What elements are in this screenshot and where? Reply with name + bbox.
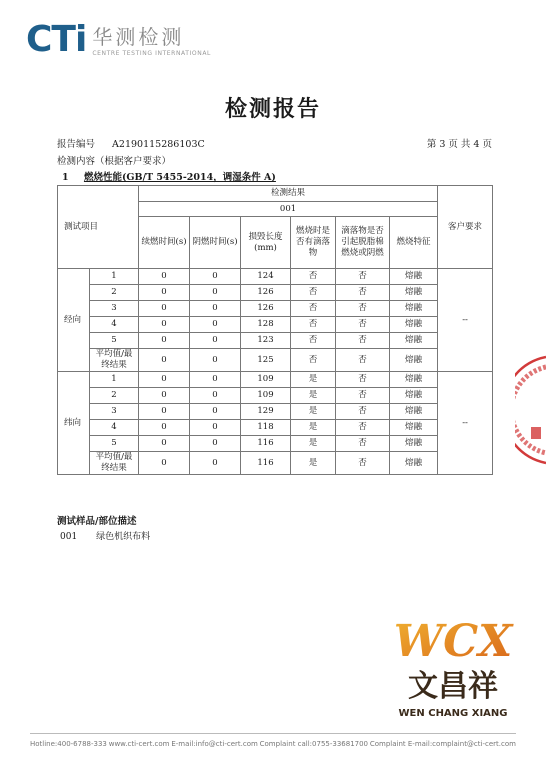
direction-label: 纬向 <box>58 372 90 475</box>
results-header: 检测结果 <box>139 186 438 202</box>
result-cell: 否 <box>336 333 390 349</box>
result-cell: 0 <box>139 333 190 349</box>
specimen-label: 3 <box>90 301 139 317</box>
specimen-label: 平均值/最终结果 <box>90 452 139 475</box>
specimen-label: 5 <box>90 333 139 349</box>
table-row <box>58 301 493 317</box>
specimen-label: 4 <box>90 420 139 436</box>
specimen-label: 1 <box>90 372 139 388</box>
result-cell: 熔融 <box>390 452 438 475</box>
specimen-label: 2 <box>90 388 139 404</box>
report-number: A2190115286103C <box>112 139 205 150</box>
result-cell: 0 <box>190 372 241 388</box>
result-cell: 是 <box>291 404 336 420</box>
result-cell: 0 <box>190 452 241 475</box>
result-cell: 熔融 <box>390 349 438 372</box>
sample-description-heading: 测试样品/部位描述 <box>57 516 137 527</box>
result-cell: 0 <box>139 285 190 301</box>
result-cell: 熔融 <box>390 420 438 436</box>
result-cell: 熔融 <box>390 436 438 452</box>
result-cell: 否 <box>336 388 390 404</box>
wcx-english-name: WEN CHANG XIANG <box>398 708 508 719</box>
customer-requirement-cell: -- <box>438 372 493 475</box>
column-header: 阴燃时间(s) <box>190 217 241 269</box>
result-cell: 124 <box>241 269 291 285</box>
customer-requirement-cell: -- <box>438 269 493 372</box>
test-content-label: 检测内容（根据客户要求） <box>57 156 172 167</box>
sample-description: 绿色机织布料 <box>96 532 151 542</box>
direction-label: 经向 <box>58 269 90 372</box>
table-row <box>58 317 493 333</box>
sample-description-row <box>60 529 166 542</box>
result-cell: 109 <box>241 388 291 404</box>
result-cell: 否 <box>291 317 336 333</box>
specimen-label: 平均值/最终结果 <box>90 349 139 372</box>
result-cell: 125 <box>241 349 291 372</box>
result-cell: 0 <box>190 420 241 436</box>
result-cell: 123 <box>241 333 291 349</box>
result-cell: 否 <box>291 285 336 301</box>
result-cell: 熔融 <box>390 317 438 333</box>
result-cell: 是 <box>291 388 336 404</box>
specimen-label: 3 <box>90 404 139 420</box>
customer-requirement-header: 客户要求 <box>438 186 493 269</box>
report-title: 检测报告 <box>224 96 321 122</box>
wcx-brand-logo <box>388 612 518 722</box>
column-header: 损毁长度(mm) <box>241 217 291 269</box>
result-cell: 否 <box>336 436 390 452</box>
logo-english-name: CENTRE TESTING INTERNATIONAL <box>92 50 211 57</box>
result-cell: 0 <box>139 372 190 388</box>
result-cell: 0 <box>139 388 190 404</box>
sample-number-header: 001 <box>139 202 438 217</box>
result-cell: 是 <box>291 420 336 436</box>
result-cell: 0 <box>190 404 241 420</box>
result-cell: 129 <box>241 404 291 420</box>
result-cell: 是 <box>291 452 336 475</box>
result-cell: 熔融 <box>390 301 438 317</box>
result-cell: 0 <box>190 269 241 285</box>
specimen-label: 1 <box>90 269 139 285</box>
column-header: 燃烧时是否有滴落物 <box>291 217 336 269</box>
result-cell: 熔融 <box>390 404 438 420</box>
column-header: 续燃时间(s) <box>139 217 190 269</box>
result-cell: 0 <box>190 285 241 301</box>
result-cell: 否 <box>336 404 390 420</box>
footer-email[interactable]: E-mail:info@cti-cert.com <box>171 740 258 748</box>
page-indicator: 第 3 页 共 4 页 <box>426 139 492 150</box>
result-cell: 109 <box>241 372 291 388</box>
footer-complaint-email[interactable]: Complaint E-mail:complaint@cti-cert.com <box>369 740 516 748</box>
result-cell: 熔融 <box>390 269 438 285</box>
table-row <box>58 452 493 475</box>
footer-complaint-call: Complaint call:0755-33681700 <box>259 740 369 748</box>
result-cell: 0 <box>190 333 241 349</box>
wcx-logo-icon <box>388 612 518 722</box>
section-title: 燃烧性能(GB/T 5455-2014，调湿条件 A) <box>83 172 276 183</box>
result-cell: 118 <box>241 420 291 436</box>
result-cell: 否 <box>336 317 390 333</box>
result-cell: 否 <box>336 269 390 285</box>
result-cell: 0 <box>190 317 241 333</box>
result-cell: 熔融 <box>390 333 438 349</box>
test-item-header: 测试项目 <box>58 186 139 269</box>
wcx-mark: WCX <box>393 616 513 667</box>
table-row <box>58 436 493 452</box>
specimen-label: 2 <box>90 285 139 301</box>
result-cell: 熔融 <box>390 388 438 404</box>
result-cell: 0 <box>190 436 241 452</box>
table-row <box>58 285 493 301</box>
result-cell: 126 <box>241 285 291 301</box>
result-cell: 熔融 <box>390 372 438 388</box>
logo-chinese-name: 华测检测 <box>92 25 185 49</box>
cti-logo <box>26 20 211 60</box>
result-cell: 116 <box>241 436 291 452</box>
specimen-label: 4 <box>90 317 139 333</box>
result-cell: 否 <box>336 301 390 317</box>
result-cell: 否 <box>336 452 390 475</box>
specimen-label: 5 <box>90 436 139 452</box>
result-cell: 否 <box>336 420 390 436</box>
result-cell: 0 <box>139 301 190 317</box>
sample-id: 001 <box>60 532 78 542</box>
table-row <box>58 388 493 404</box>
result-cell: 0 <box>139 404 190 420</box>
footer-hotline: Hotline:400-6788-333 <box>30 740 107 748</box>
result-cell: 否 <box>336 285 390 301</box>
logo-mark: CTi <box>26 19 87 60</box>
table-row <box>58 349 493 372</box>
page-footer <box>30 740 516 748</box>
footer-website[interactable]: www.cti-cert.com <box>108 740 170 748</box>
result-cell: 熔融 <box>390 285 438 301</box>
result-cell: 126 <box>241 301 291 317</box>
result-cell: 0 <box>139 317 190 333</box>
result-cell: 0 <box>139 436 190 452</box>
result-cell: 否 <box>291 333 336 349</box>
report-number-label: 报告编号 <box>57 139 96 150</box>
result-cell: 否 <box>291 349 336 372</box>
table-row <box>58 269 493 285</box>
result-cell: 0 <box>139 452 190 475</box>
result-cell: 否 <box>291 269 336 285</box>
report-number-line <box>57 136 205 150</box>
result-cell: 0 <box>190 301 241 317</box>
result-cell: 128 <box>241 317 291 333</box>
wcx-chinese-name: 文昌祥 <box>408 669 498 704</box>
column-header: 燃烧特征 <box>390 217 438 269</box>
footer-divider <box>30 733 516 734</box>
result-cell: 否 <box>336 372 390 388</box>
result-cell: 0 <box>139 269 190 285</box>
table-row <box>58 404 493 420</box>
table-row <box>58 333 493 349</box>
result-cell: 0 <box>139 349 190 372</box>
result-cell: 是 <box>291 436 336 452</box>
result-cell: 116 <box>241 452 291 475</box>
result-cell: 是 <box>291 372 336 388</box>
table-row <box>58 372 493 388</box>
result-cell: 0 <box>190 349 241 372</box>
table-row <box>58 420 493 436</box>
result-cell: 0 <box>139 420 190 436</box>
column-header: 滴落物是否引起脱脂棉燃烧或阴燃 <box>336 217 390 269</box>
flammability-results-table <box>57 185 493 475</box>
section-number: 1 <box>62 172 69 183</box>
result-cell: 否 <box>336 349 390 372</box>
company-seal <box>515 355 546 465</box>
result-cell: 否 <box>291 301 336 317</box>
result-cell: 0 <box>190 388 241 404</box>
section-heading <box>62 169 276 183</box>
